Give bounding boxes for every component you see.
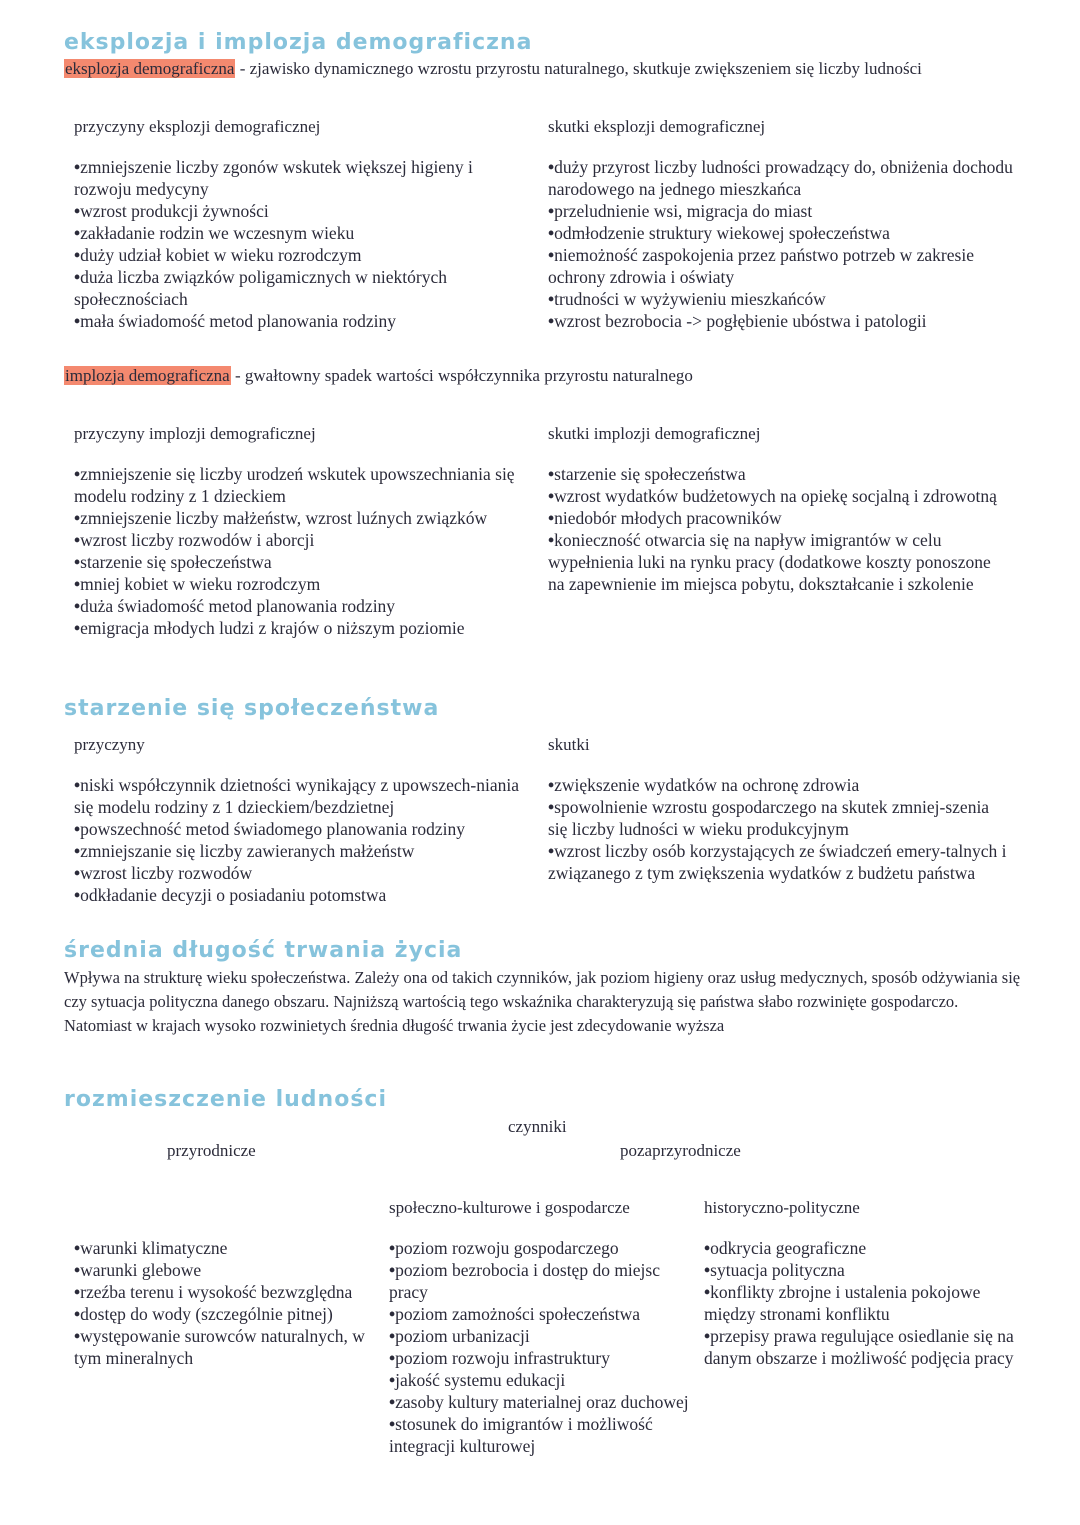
list-item: • duża świadomość metod planowania rodziny [74, 595, 524, 617]
historical-factors-list [704, 1237, 1014, 1369]
list-item: • mała świadomość metod planowania rodziny [74, 310, 530, 332]
list-item: • niedobór młodych pracowników [548, 507, 1010, 529]
list-item: • spowolnienie wzrostu gospodarczego na skutek zmniej-szenia się liczby ludności w wieku produkcyjnym [548, 796, 1010, 840]
term-explosion-highlight: eksplozja demograficzna [65, 59, 235, 78]
list-item: • warunki klimatyczne [74, 1237, 374, 1259]
aging-effects-title: skutki [548, 735, 590, 754]
list-item: • dostęp do wody (szczególnie pitnej) [74, 1303, 374, 1325]
term-implosion-highlight: implozja demograficzna [65, 366, 230, 385]
list-item: • sytuacja polityczna [704, 1259, 1014, 1281]
list-item: • zakładanie rodzin we wczesnym wieku [74, 222, 530, 244]
list-item: • zmniejszenie liczby małżeństw, wzrost luźnych związków [74, 507, 524, 529]
explosion-causes-list [74, 156, 530, 332]
heading-life-expectancy: średnia długość trwania życia [64, 938, 463, 963]
implosion-causes-list [74, 463, 524, 639]
list-item: • poziom rozwoju gospodarczego [389, 1237, 689, 1259]
historical-label: historyczno-polityczne [704, 1198, 860, 1217]
list-item: • poziom rozwoju infrastruktury [389, 1347, 689, 1369]
list-item: • warunki glebowe [74, 1259, 374, 1281]
list-item: • duży udział kobiet w wieku rozrodczym [74, 244, 530, 266]
list-item: • emigracja młodych ludzi z krajów o niższym poziomie [74, 617, 524, 639]
list-item: • zasoby kultury materialnej oraz duchowej [389, 1391, 689, 1413]
socio-label: społeczno-kulturowe i gospodarcze [389, 1198, 630, 1217]
list-item: • duża liczba związków poligamicznych w niektórych społecznościach [74, 266, 530, 310]
factors-label: czynniki [508, 1117, 567, 1136]
list-item: • duży przyrost liczby ludności prowadzący do, obniżenia dochodu narodowego na jednego mieszkańca [548, 156, 1016, 200]
heading-explosion-implosion: eksplozja i implozja demograficzna [64, 30, 533, 55]
aging-effects-list [548, 774, 1010, 884]
natural-label: przyrodnicze [167, 1141, 256, 1160]
list-item: • jakość systemu edukacji [389, 1369, 689, 1391]
nonnatural-label: pozaprzyrodnicze [620, 1141, 741, 1160]
list-item: • konieczność otwarcia się na napływ imigrantów w celu wypełnienia luki na rynku pracy (dodatkowe koszty ponoszone na zapewnienie im miejsca pobytu, dokształcanie i szkolenie [548, 529, 1010, 595]
list-item: • poziom urbanizacji [389, 1325, 689, 1347]
definition-implosion-text: - gwałtowny spadek wartości współczynnika przyrostu naturalnego [230, 366, 693, 385]
definition-explosion [64, 58, 922, 80]
list-item: • wzrost wydatków budżetowych na opiekę socjalną i zdrowotną [548, 485, 1010, 507]
list-item: • zmniejszanie się liczby zawieranych małżeństw [74, 840, 534, 862]
definition-implosion [64, 365, 693, 387]
natural-factors-list [74, 1237, 374, 1369]
aging-causes-list [74, 774, 534, 906]
list-item: • wzrost bezrobocia -> pogłębienie ubóstwa i patologii [548, 310, 1016, 332]
explosion-effects-list [548, 156, 1016, 332]
list-item: • wzrost produkcji żywności [74, 200, 530, 222]
list-item: • starzenie się społeczeństwa [74, 551, 524, 573]
list-item: • wzrost liczby osób korzystających ze świadczeń emery-talnych i związanego z tym zwiększenia wydatków z budżetu państwa [548, 840, 1010, 884]
list-item: • rzeźba terenu i wysokość bezwzględna [74, 1281, 374, 1303]
aging-causes-title: przyczyny [74, 735, 145, 754]
heading-distribution: rozmieszczenie ludności [64, 1087, 388, 1112]
socio-factors-list [389, 1237, 689, 1457]
list-item: • wzrost liczby rozwodów i aborcji [74, 529, 524, 551]
list-item: • niski współczynnik dzietności wynikający z upowszech-niania się modelu rodziny z 1 dzieckiem/bezdzietnej [74, 774, 534, 818]
list-item: • odkrycia geograficzne [704, 1237, 1014, 1259]
list-item: • trudności w wyżywieniu mieszkańców [548, 288, 1016, 310]
implosion-effects-list [548, 463, 1010, 595]
definition-explosion-text: - zjawisko dynamicznego wzrostu przyrostu naturalnego, skutkuje zwiększeniem się liczby ludności [235, 59, 922, 78]
list-item: • przeludnienie wsi, migracja do miast [548, 200, 1016, 222]
list-item: • odmłodzenie struktury wiekowej społeczeństwa [548, 222, 1016, 244]
list-item: • poziom zamożności społeczeństwa [389, 1303, 689, 1325]
implosion-effects-title: skutki implozji demograficznej [548, 424, 761, 443]
implosion-causes-title: przyczyny implozji demograficznej [74, 424, 316, 443]
list-item: • stosunek do imigrantów i możliwość integracji kulturowej [389, 1413, 689, 1457]
list-item: • zwiększenie wydatków na ochronę zdrowia [548, 774, 1010, 796]
list-item: • zmniejszenie się liczby urodzeń wskutek upowszechniania się modelu rodziny z 1 dzieckiem [74, 463, 524, 507]
life-expectancy-paragraph: Wpływa na strukturę wieku społeczeństwa. Zależy ona od takich czynników, jak poziom higieny oraz usług medycznych, sposób odżywiania się czy sytuacja polityczna danego obszaru. Najniższą wartością tego wskaźnika charakteryzują się państwa słabo rozwinięte gospodarczo. Natomiast w krajach wysoko rozwinietych średnia długość trwania życie jest zdecydowanie wyższa [64, 968, 1021, 1035]
list-item: • występowanie surowców naturalnych, w tym mineralnych [74, 1325, 374, 1369]
list-item: • poziom bezrobocia i dostęp do miejsc pracy [389, 1259, 689, 1303]
list-item: • starzenie się społeczeństwa [548, 463, 1010, 485]
heading-aging: starzenie się społeczeństwa [64, 696, 440, 721]
list-item: • zmniejszenie liczby zgonów wskutek większej higieny i rozwoju medycyny [74, 156, 530, 200]
explosion-effects-title: skutki eksplozji demograficznej [548, 117, 766, 136]
explosion-causes-title: przyczyny eksplozji demograficznej [74, 117, 321, 136]
list-item: • konflikty zbrojne i ustalenia pokojowe między stronami konfliktu [704, 1281, 1014, 1325]
list-item: • odkładanie decyzji o posiadaniu potomstwa [74, 884, 534, 906]
list-item: • niemożność zaspokojenia przez państwo potrzeb w zakresie ochrony zdrowia i oświaty [548, 244, 1016, 288]
list-item: • przepisy prawa regulujące osiedlanie się na danym obszarze i możliwość podjęcia pracy [704, 1325, 1014, 1369]
list-item: • powszechność metod świadomego planowania rodziny [74, 818, 534, 840]
list-item: • mniej kobiet w wieku rozrodczym [74, 573, 524, 595]
list-item: • wzrost liczby rozwodów [74, 862, 534, 884]
